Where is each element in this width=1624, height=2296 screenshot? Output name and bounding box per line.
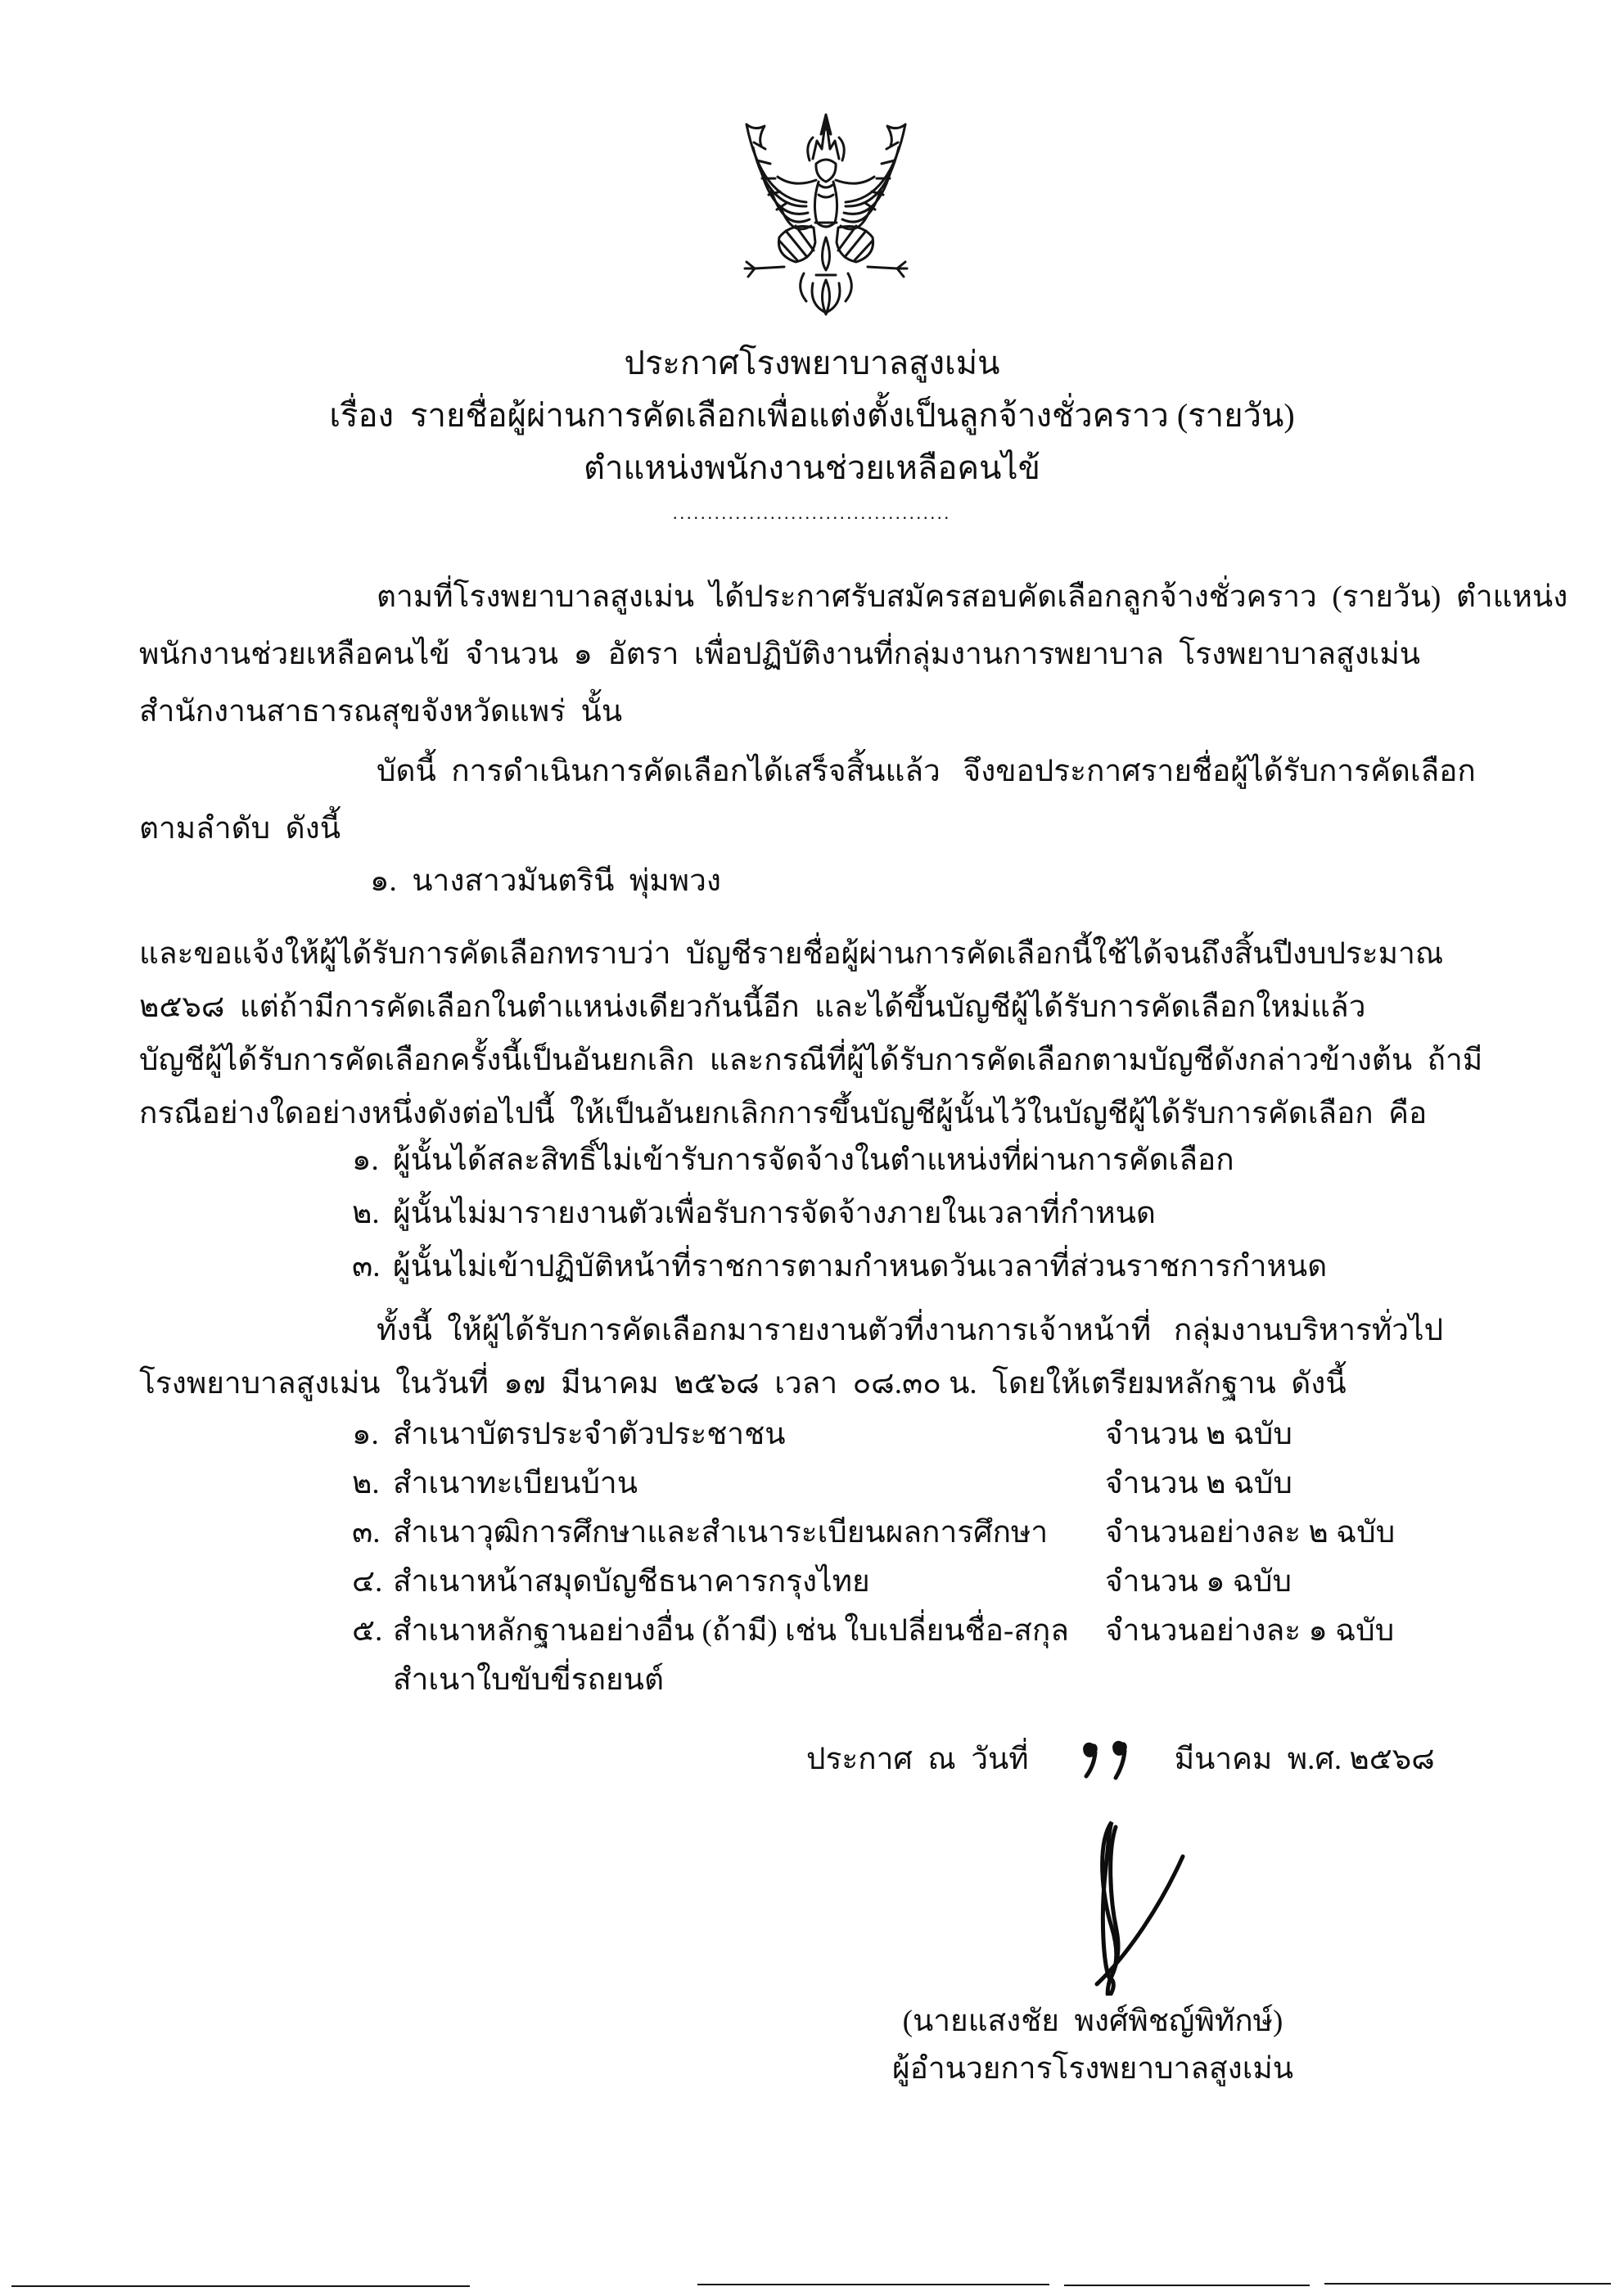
garuda-national-emblem: [727, 106, 925, 321]
scan-artifact-line: [11, 2285, 470, 2287]
document-item: [352, 1607, 1547, 1656]
scan-artifact-line: [1324, 2283, 1611, 2285]
selected-candidate-row: [370, 853, 721, 910]
list-number: ๒.: [352, 1467, 380, 1500]
paragraph-line: พนักงานช่วยเหลือคนไข้ จำนวน ๑ อัตรา เพื่อปฏิบัติงานที่กลุ่มงานการพยาบาล โรงพยาบาลสูงเม่น: [139, 638, 1421, 671]
cancellation-list: [352, 1134, 1547, 1293]
signatory-position-line: ผู้อำนวยการโรงพยาบาลสูงเม่น: [891, 2052, 1294, 2086]
paragraph-line: ตามที่โรงพยาบาลสูงเม่น ได้ประกาศรับสมัครสอบคัดเลือกลูกจ้างชั่วคราว (รายวัน) ตำแหน่ง: [377, 580, 1568, 614]
director-signature: [1049, 1817, 1201, 1996]
list-number: ๒.: [352, 1197, 380, 1230]
paragraph-conditions: [139, 927, 1542, 1140]
list-text: สำเนาหลักฐานอย่างอื่น (ถ้ามี) เช่น ใบเปลี่ยนชื่อ-สกุล: [393, 1614, 1069, 1648]
scan-artifact-line: [1064, 2285, 1310, 2286]
list-number: ๓.: [352, 1516, 381, 1549]
announce-suffix: มีนาคม พ.ศ. ๒๕๖๘: [1174, 1743, 1435, 1776]
list-text: สำเนาทะเบียนบ้าน: [393, 1467, 638, 1500]
candidate-number: ๑.: [370, 864, 397, 898]
position-title-line: ตำแหน่งพนักงานช่วยเหลือคนไข้: [584, 449, 1040, 486]
document-item: [352, 1558, 1547, 1607]
paragraph-line: สำนักงานสาธารณสุขจังหวัดแพร่ นั้น: [139, 695, 623, 728]
handwritten-day: [1080, 1737, 1144, 1783]
document-item: [352, 1459, 1547, 1509]
paragraph-line: บัดนี้ การดำเนินการคัดเลือกได้เสร็จสิ้นแล้ว จึงขอประกาศรายชื่อผู้ได้รับการคัดเลือก: [377, 755, 1476, 788]
list-text: สำเนาวุฒิการศึกษาและสำเนาระเบียนผลการศึกษา: [393, 1516, 1049, 1549]
document-item: [352, 1410, 1547, 1459]
announce-prefix: ประกาศ ณ วันที่: [806, 1743, 1029, 1776]
scan-artifact-line: [697, 2284, 1049, 2285]
agency-title: ประกาศโรงพยาบาลสูงเม่น: [624, 345, 1000, 381]
paragraph-result: [139, 743, 1542, 858]
list-text: สำเนาหน้าสมุดบัญชีธนาคารกรุงไทย: [393, 1565, 870, 1599]
list-number: ๑.: [352, 1143, 379, 1177]
list-number: ๔.: [352, 1565, 383, 1599]
dotted-divider: ........................................: [673, 503, 951, 523]
list-item: [352, 1240, 1547, 1293]
paragraph-report: [139, 1304, 1542, 1410]
list-item: [352, 1187, 1547, 1240]
paragraph-line: และขอแจ้งให้ผู้ได้รับการคัดเลือกทราบว่า บัญชีรายชื่อผู้ผ่านการคัดเลือกนี้ใช้ได้จนถึงสิ้นปีงบประมาณ: [139, 937, 1444, 971]
paragraph-background: [139, 569, 1568, 741]
quantity-text: จำนวนอย่างละ ๑ ฉบับ: [1105, 1614, 1395, 1648]
paragraph-line: ทั้งนี้ ให้ผู้ได้รับการคัดเลือกมารายงานตัวที่งานการเจ้าหน้าที่ กลุ่มงานบริหารทั่วไป: [377, 1314, 1444, 1347]
paragraph-line: ตามลำดับ ดังนี้: [139, 812, 341, 846]
list-text: ผู้นั้นไม่เข้าปฏิบัติหน้าที่ราชการตามกำหนดวันเวลาที่ส่วนราชการกำหนด: [393, 1250, 1328, 1283]
paragraph-line: บัญชีผู้ได้รับการคัดเลือกครั้งนี้เป็นอันยกเลิก และกรณีที่ผู้ได้รับการคัดเลือกตามบัญชีดังกล่าวข้างต้น ถ้ามี: [139, 1044, 1483, 1077]
list-number: ๓.: [352, 1250, 381, 1283]
candidate-name: นางสาวมันตรินี พุ่มพวง: [412, 864, 721, 898]
signatory-name-line: (นายแสงชัย พงศ์พิชญ์พิทักษ์): [902, 2005, 1283, 2038]
paragraph-line: กรณีอย่างใดอย่างหนึ่งดังต่อไปนี้ ให้เป็นอันยกเลิกการขึ้นบัญชีผู้นั้นไว้ในบัญชีผู้ได้รับการคัดเลือก คือ: [139, 1097, 1428, 1130]
paragraph-line: โรงพยาบาลสูงเม่น ในวันที่ ๑๗ มีนาคม ๒๕๖๘ เวลา ๐๘.๓๐ น. โดยให้เตรียมหลักฐาน ดังนี้: [139, 1367, 1347, 1401]
document-header: [0, 337, 1624, 494]
list-text: ผู้นั้นไม่มารายงานตัวเพื่อรับการจัดจ้างภายในเวลาที่กำหนด: [393, 1197, 1156, 1230]
subject-line: เรื่อง รายชื่อผู้ผ่านการคัดเลือกเพื่อแต่งตั้งเป็นลูกจ้างชั่วคราว (รายวัน): [329, 397, 1295, 434]
list-number: ๑.: [352, 1418, 379, 1451]
quantity-text: จำนวน ๑ ฉบับ: [1105, 1565, 1292, 1599]
document-item: [352, 1509, 1547, 1558]
required-documents-list: [352, 1410, 1547, 1705]
quantity-text: จำนวนอย่างละ ๒ ฉบับ: [1105, 1516, 1396, 1549]
quantity-text: จำนวน ๒ ฉบับ: [1105, 1467, 1292, 1500]
paragraph-line: ๒๕๖๘ แต่ถ้ามีการคัดเลือกในตำแหน่งเดียวกันนี้อีก และได้ขึ้นบัญชีผู้ได้รับการคัดเลือกใหม่แล้ว: [139, 990, 1366, 1024]
list-text: ผู้นั้นได้สละสิทธิ์ไม่เข้ารับการจัดจ้างในตำแหน่งที่ผ่านการคัดเลือก: [393, 1143, 1234, 1177]
list-text: สำเนาใบขับขี่รถยนต์: [393, 1663, 664, 1697]
quantity-text: จำนวน ๒ ฉบับ: [1105, 1418, 1292, 1451]
list-number: ๕.: [352, 1614, 383, 1648]
list-item: [352, 1134, 1547, 1187]
document-item-continuation: [352, 1656, 1547, 1705]
announce-date-line: [806, 1737, 1435, 1783]
list-text: สำเนาบัตรประจำตัวประชาชน: [393, 1418, 786, 1451]
